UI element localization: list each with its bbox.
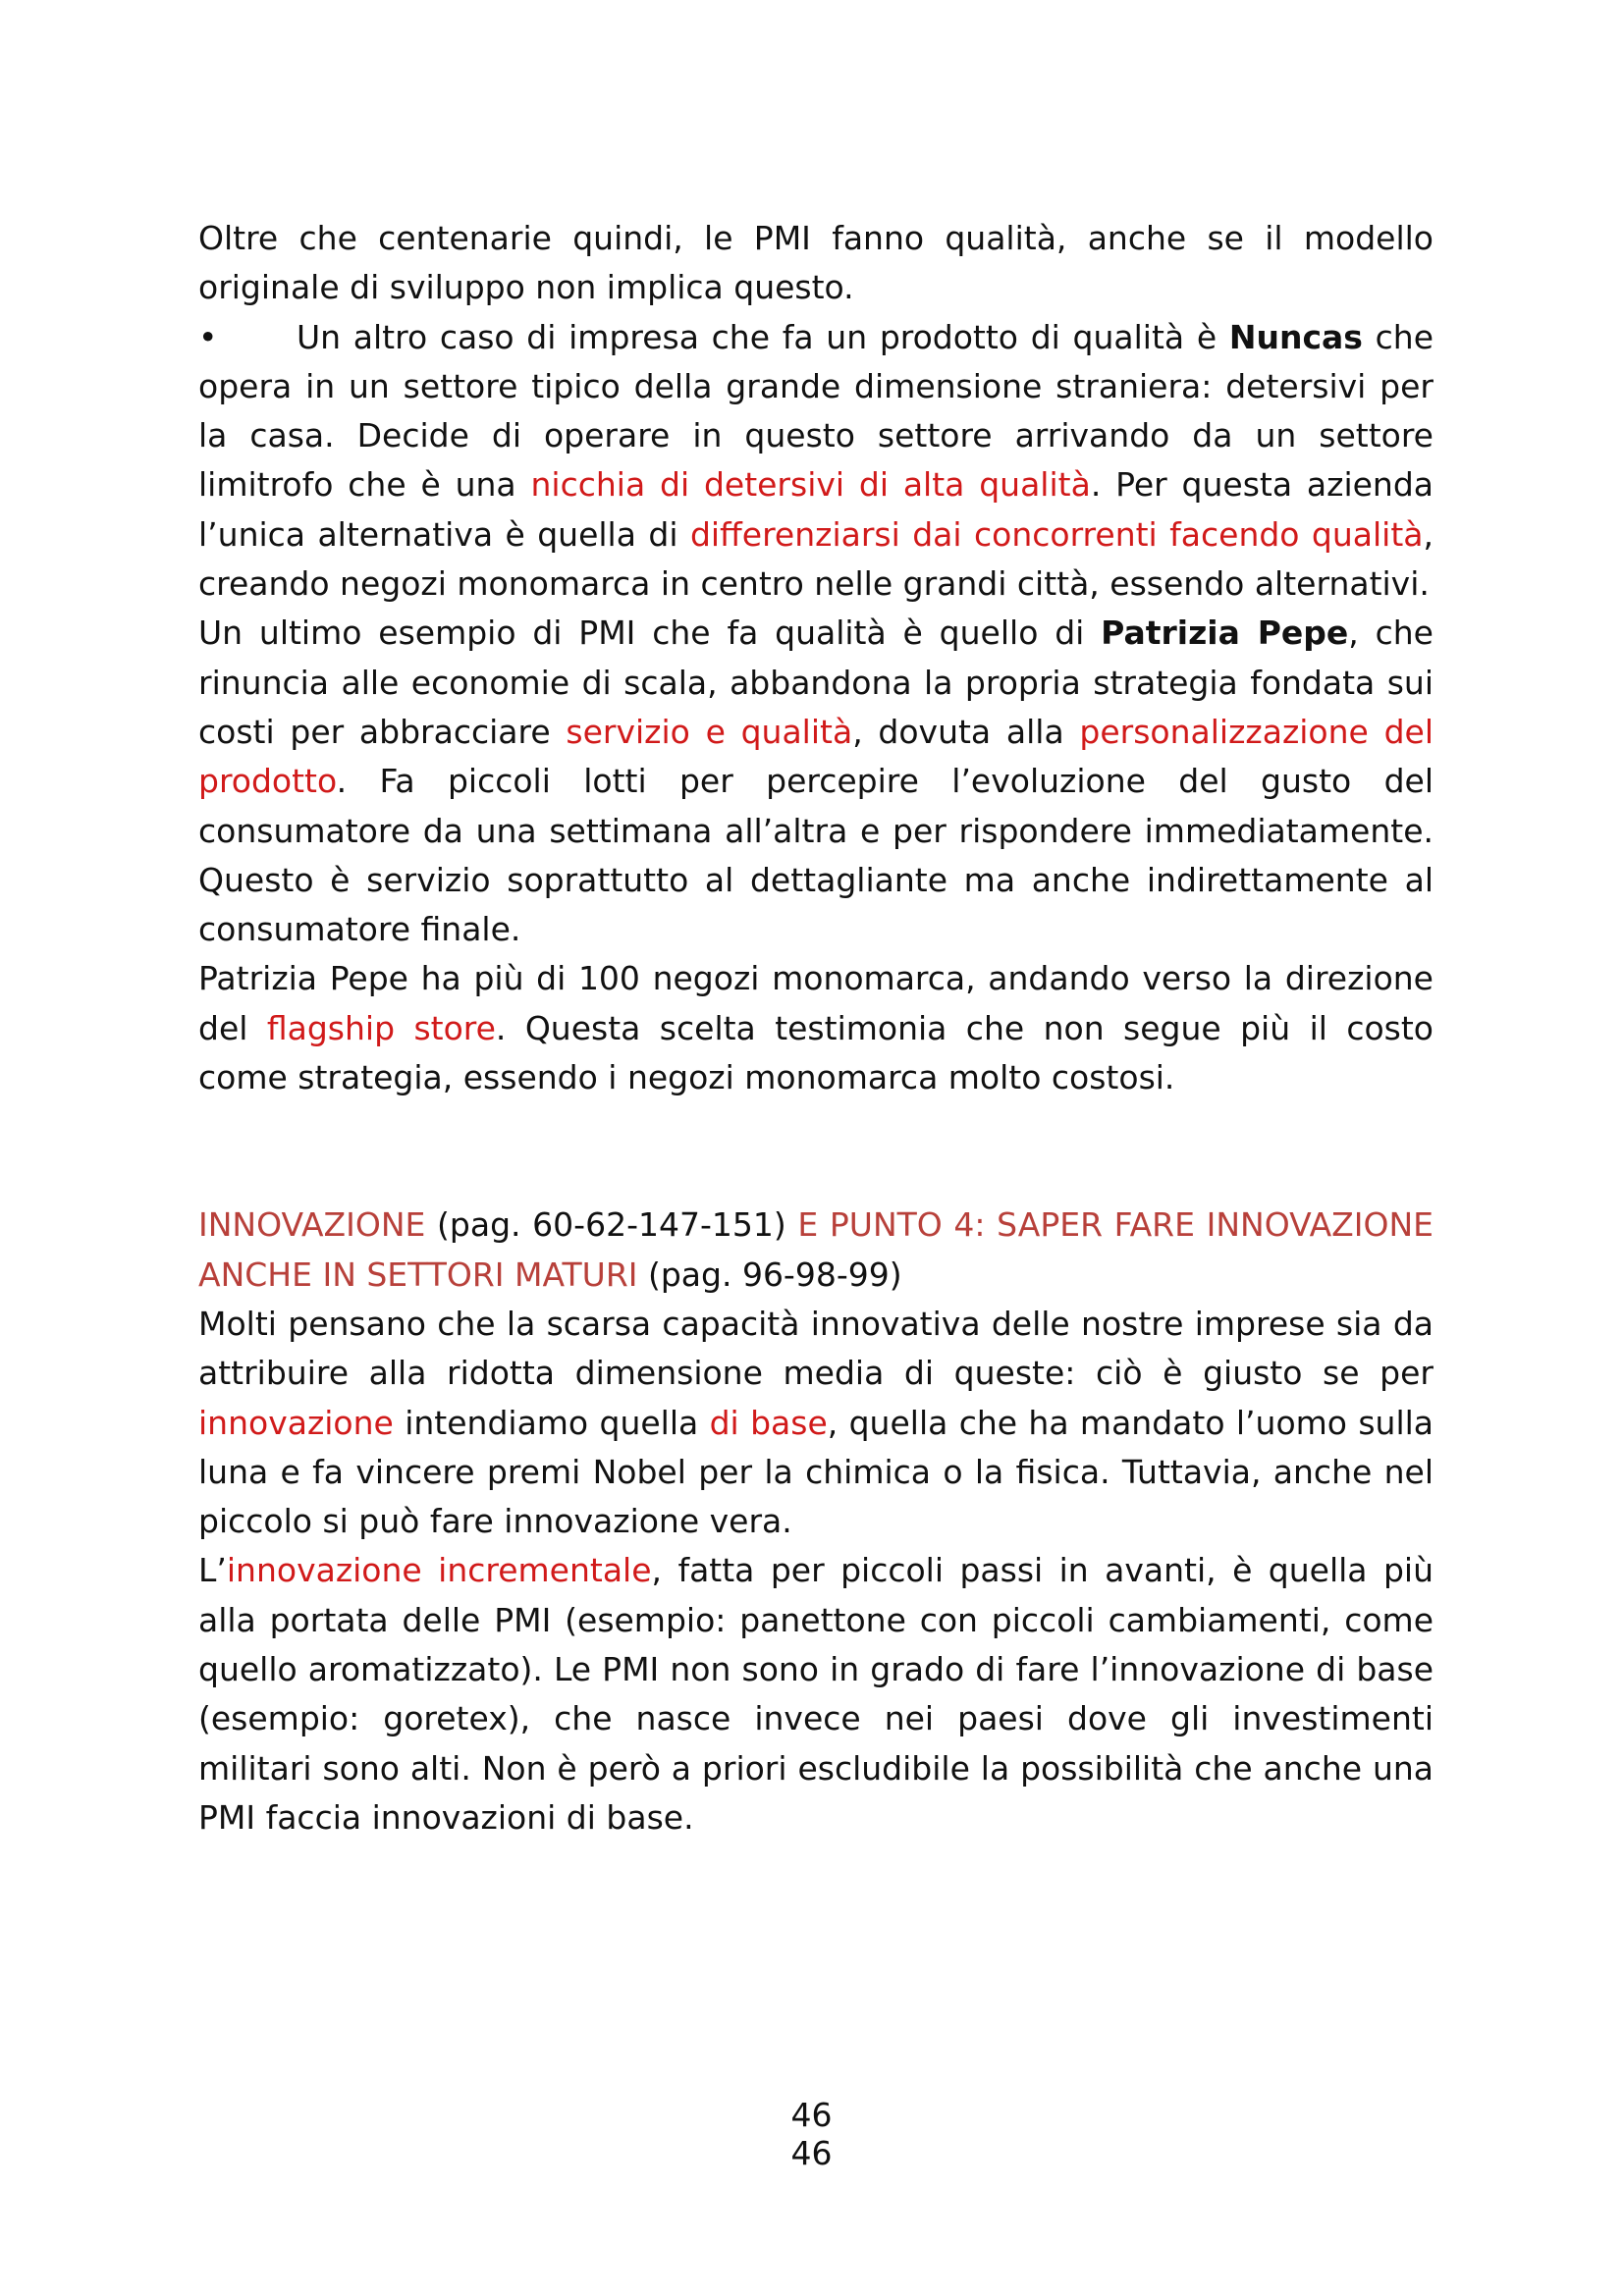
heading-innovazione: INNOVAZIONE	[198, 1205, 426, 1245]
text-segment: , dovuta alla	[852, 712, 1080, 751]
text-segment: . Per questa azienda l’unica alternativa è quella di	[198, 465, 1434, 554]
document-body	[198, 214, 1434, 1842]
heading-page-ref: (pag. 96-98-99)	[637, 1255, 902, 1294]
highlight-servizio-qualita: servizio e qualità	[566, 712, 853, 751]
bullet-paragraph-nuncas	[198, 313, 1434, 610]
paragraph-negozi-monomarca	[198, 954, 1434, 1102]
text-segment: , fatta per piccoli passi in avanti, è quella più alla portata delle PMI (esempio: panettone con piccoli cambiamenti, come quello aromatizzato). Le PMI non sono in grado di fare l’innovazione di base (esempio: goretex), che nasce invece nei paesi dove gli investimenti militari sono alti. Non è però a priori escludibile la possibilità che anche una PMI faccia innovazioni di base.	[198, 1551, 1434, 1837]
heading-punto-4: E PUNTO 4: SAPER FARE INNOVAZIONE ANCHE IN SETTORI MATURI	[198, 1205, 1434, 1294]
bullet-icon: •	[198, 317, 218, 356]
text-segment: intendiamo quella	[393, 1403, 710, 1442]
text-segment: , creando negozi monomarca in centro nelle grandi città, essendo alternativi.	[198, 514, 1434, 604]
text-segment: che opera in un settore tipico della grande dimensione straniera: detersivi per la casa. Decide di operare in questo settore arrivando da un settore limitrofo che è una	[198, 317, 1434, 505]
highlight-di-base: di base	[709, 1403, 828, 1442]
text-segment: , che rinuncia alle economie di scala, abbandona la propria strategia fondata sui costi per abbracciare	[198, 614, 1434, 751]
text-segment: Patrizia Pepe ha più di 100 negozi monomarca, andando verso la direzione del	[198, 959, 1434, 1047]
text-segment: Un altro caso di impresa che fa un prodotto di qualità è	[297, 317, 1229, 356]
paragraph-text: Oltre che centenarie quindi, le PMI fanno qualità, anche se il modello originale di sviluppo non implica questo.	[198, 219, 1434, 307]
paragraph-centenarie	[198, 214, 1434, 313]
section-spacer	[198, 1102, 1434, 1201]
text-segment: Un ultimo esempio di PMI che fa qualità è quello di	[198, 614, 1102, 653]
company-name-patrizia-pepe: Patrizia Pepe	[1101, 614, 1349, 653]
company-name-nuncas: Nuncas	[1228, 317, 1363, 356]
highlight-differenziarsi: differenziarsi dai concorrenti facendo qualità	[689, 514, 1424, 554]
text-segment: Molti pensano che la scarsa capacità innovativa delle nostre imprese sia da attribuire alla ridotta dimensione media di queste: ciò è giusto se per	[198, 1304, 1434, 1393]
text-segment: . Fa piccoli lotti per percepire l’evoluzione del gusto del consumatore da una settimana all’altra e per rispondere immediatamente. Questo è servizio soprattutto al dettagliante ma anche indirettamente al consumatore finale.	[198, 762, 1434, 949]
heading-page-ref: (pag. 60-62-147-151)	[425, 1205, 798, 1245]
paragraph-patrizia-pepe	[198, 609, 1434, 954]
text-segment: . Questa scelta testimonia che non segue più il costo come strategia, essendo i negozi monomarca molto costosi.	[198, 1008, 1434, 1097]
text-segment: L’	[198, 1551, 227, 1590]
highlight-innovazione-incrementale: innovazione incrementale	[226, 1551, 652, 1590]
text-segment: , quella che ha mandato l’uomo sulla luna e fa vincere premi Nobel per la chimica o la fisica. Tuttavia, anche nel piccolo si può fare innovazione vera.	[198, 1403, 1434, 1541]
highlight-innovazione: innovazione	[198, 1403, 394, 1442]
highlight-personalizzazione: personalizzazione del prodotto	[198, 712, 1434, 801]
highlight-nicchia: nicchia di detersivi di alta qualità	[530, 465, 1091, 505]
section-heading-innovazione	[198, 1201, 1434, 1300]
paragraph-innovazione-incrementale	[198, 1546, 1434, 1842]
page-number: 46	[790, 2096, 833, 2134]
page-footer	[0, 2096, 1623, 2172]
page-number: 46	[790, 2134, 833, 2172]
highlight-flagship-store: flagship store	[266, 1008, 496, 1047]
paragraph-capacita-innovativa	[198, 1300, 1434, 1546]
